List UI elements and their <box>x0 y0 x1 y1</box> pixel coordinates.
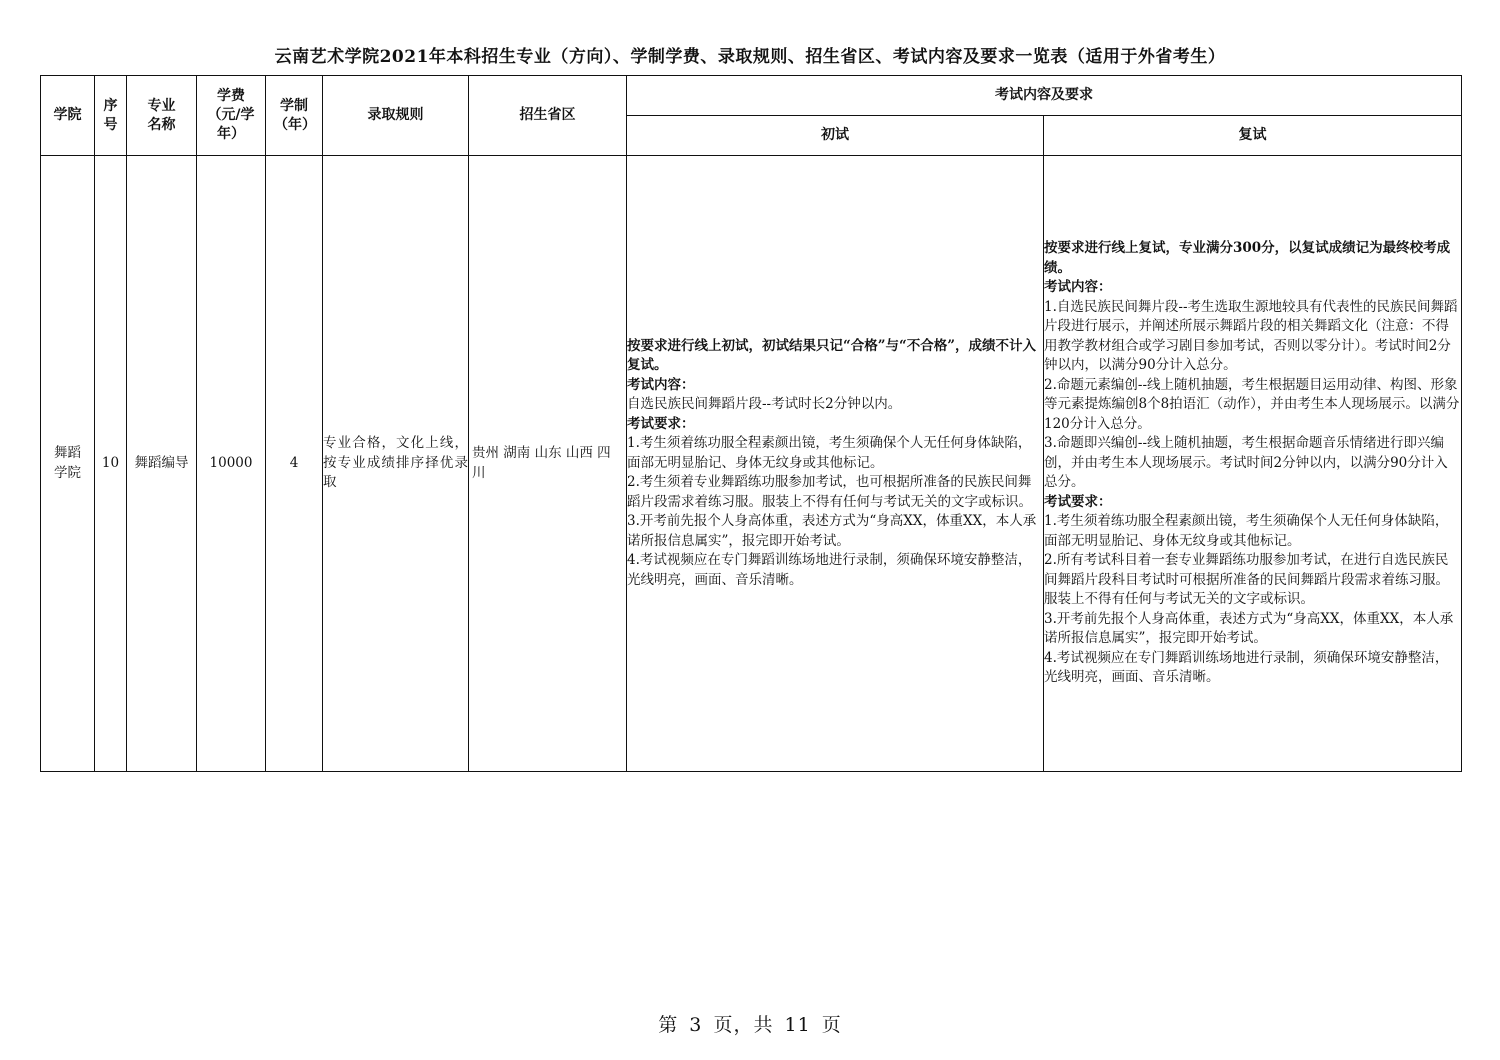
cell-fee: 10000 <box>197 156 266 772</box>
footer-prefix: 第 <box>658 1014 679 1036</box>
second-exam-intro: 按要求进行线上复试，专业满分300分，以复试成绩记为最终校考成绩。 <box>1044 240 1451 276</box>
footer-suffix: 页 <box>821 1014 842 1036</box>
page-title: 云南艺术学院2021年本科招生专业（方向）、学制学费、录取规则、招生省区、考试内容及要求一览表（适用于外省考生） <box>274 47 1226 67</box>
second-exam-requirement: 3.开考前先报个人身高体重，表述方式为“身高XX，体重XX，本人承诺所报信息属实”，报完即开始考试。 <box>1044 610 1454 647</box>
footer-total-pages: 11 <box>784 1014 811 1036</box>
header-provinces: 招生省区 <box>469 76 627 156</box>
header-college: 学院 <box>41 76 95 156</box>
first-exam-requirement: 3.开考前先报个人身高体重，表述方式为“身高XX，体重XX，本人承诺所报信息属实”，报完即开始考试。 <box>627 513 1037 549</box>
cell-college: 舞蹈学院 <box>41 156 95 772</box>
first-exam-intro: 按要求进行线上初试，初试结果只记“合格”与“不合格”，成绩不计入复试。 <box>627 337 1037 374</box>
cell-seq: 10 <box>95 156 127 772</box>
second-exam-requirement: 4.考试视频应在专门舞蹈训练场地进行录制，须确保环境安静整洁，光线明亮，画面、音乐清晰。 <box>1044 649 1449 686</box>
first-exam-req-heading: 考试要求： <box>627 415 695 432</box>
second-exam-requirement: 2.所有考试科目着一套专业舞蹈练功服参加考试，在进行自选民族民间舞蹈片段科目考试时可根据所准备的民间舞蹈片段需求着练习服。服装上不得有任何与考试无关的文字或标识。 <box>1044 552 1449 608</box>
second-exam-content-item: 1.自选民族民间舞片段--考生选取生源地较具有代表性的民族民间舞蹈片段进行展示，并阐述所展示舞蹈片段的相关舞蹈文化（注意：不得用教学教材组合或学习剧目参加考试，否则以零分计）。考试时间2分钟以内，以满分90分计入总分。 <box>1044 298 1458 374</box>
second-exam-content-item: 2.命题元素编创--线上随机抽题，考生根据题目运用动律、构图、形象等元素提炼编创8个8拍语汇（动作），并由考生本人现场展示。以满分120分计入总分。 <box>1044 376 1460 432</box>
first-exam-requirement: 2.考生须着专业舞蹈练功服参加考试，也可根据所准备的民族民间舞蹈片段需求着练习服。服装上不得有任何与考试无关的文字或标识。 <box>627 474 1032 510</box>
header-admission-rule: 录取规则 <box>323 76 469 156</box>
footer-middle: 页，共 <box>713 1014 774 1036</box>
cell-admission-rule: 专业合格，文化上线，按专业成绩排序择优录取 <box>323 156 469 772</box>
admission-table <box>40 75 1462 772</box>
cell-provinces: 贵州 湖南 山东 山西 四川 <box>469 156 627 772</box>
cell-major: 舞蹈编导 <box>127 156 197 772</box>
second-exam-content-heading: 考试内容： <box>1044 279 1112 296</box>
second-exam-content-item: 3.命题即兴编创--线上随机抽题，考生根据命题音乐情绪进行即兴编创，并由考生本人现场展示。考试时间2分钟以内，以满分90分计入总分。 <box>1044 435 1448 491</box>
first-exam-content: 自选民族民间舞蹈片段--考试时长2分钟以内。 <box>627 396 902 413</box>
table-row <box>41 156 1462 772</box>
cell-first-exam <box>627 156 1044 772</box>
header-fee: 学费（元/学年） <box>197 76 266 156</box>
header-duration: 学制（年） <box>266 76 323 156</box>
cell-duration: 4 <box>266 156 323 772</box>
footer-page-number: 3 <box>689 1014 703 1036</box>
page-footer <box>0 1010 1500 1037</box>
second-exam-requirement: 1.考生须着练功服全程素颜出镜，考生须确保个人无任何身体缺陷，面部无明显胎记、身体无纹身或其他标记。 <box>1044 513 1449 549</box>
header-first-exam: 初试 <box>627 116 1044 156</box>
first-exam-requirement: 4.考试视频应在专门舞蹈训练场地进行录制，须确保环境安静整洁，光线明亮，画面、音乐清晰。 <box>627 552 1032 588</box>
first-exam-content-heading: 考试内容： <box>627 376 695 393</box>
header-seq: 序号 <box>95 76 127 156</box>
first-exam-requirement: 1.考生须着练功服全程素颜出镜，考生须确保个人无任何身体缺陷，面部无明显胎记、身体无纹身或其他标记。 <box>627 435 1032 471</box>
cell-second-exam <box>1044 156 1462 772</box>
header-major: 专业名称 <box>127 76 197 156</box>
header-second-exam: 复试 <box>1044 116 1462 156</box>
header-exam-group: 考试内容及要求 <box>627 76 1462 116</box>
second-exam-req-heading: 考试要求： <box>1044 493 1112 510</box>
